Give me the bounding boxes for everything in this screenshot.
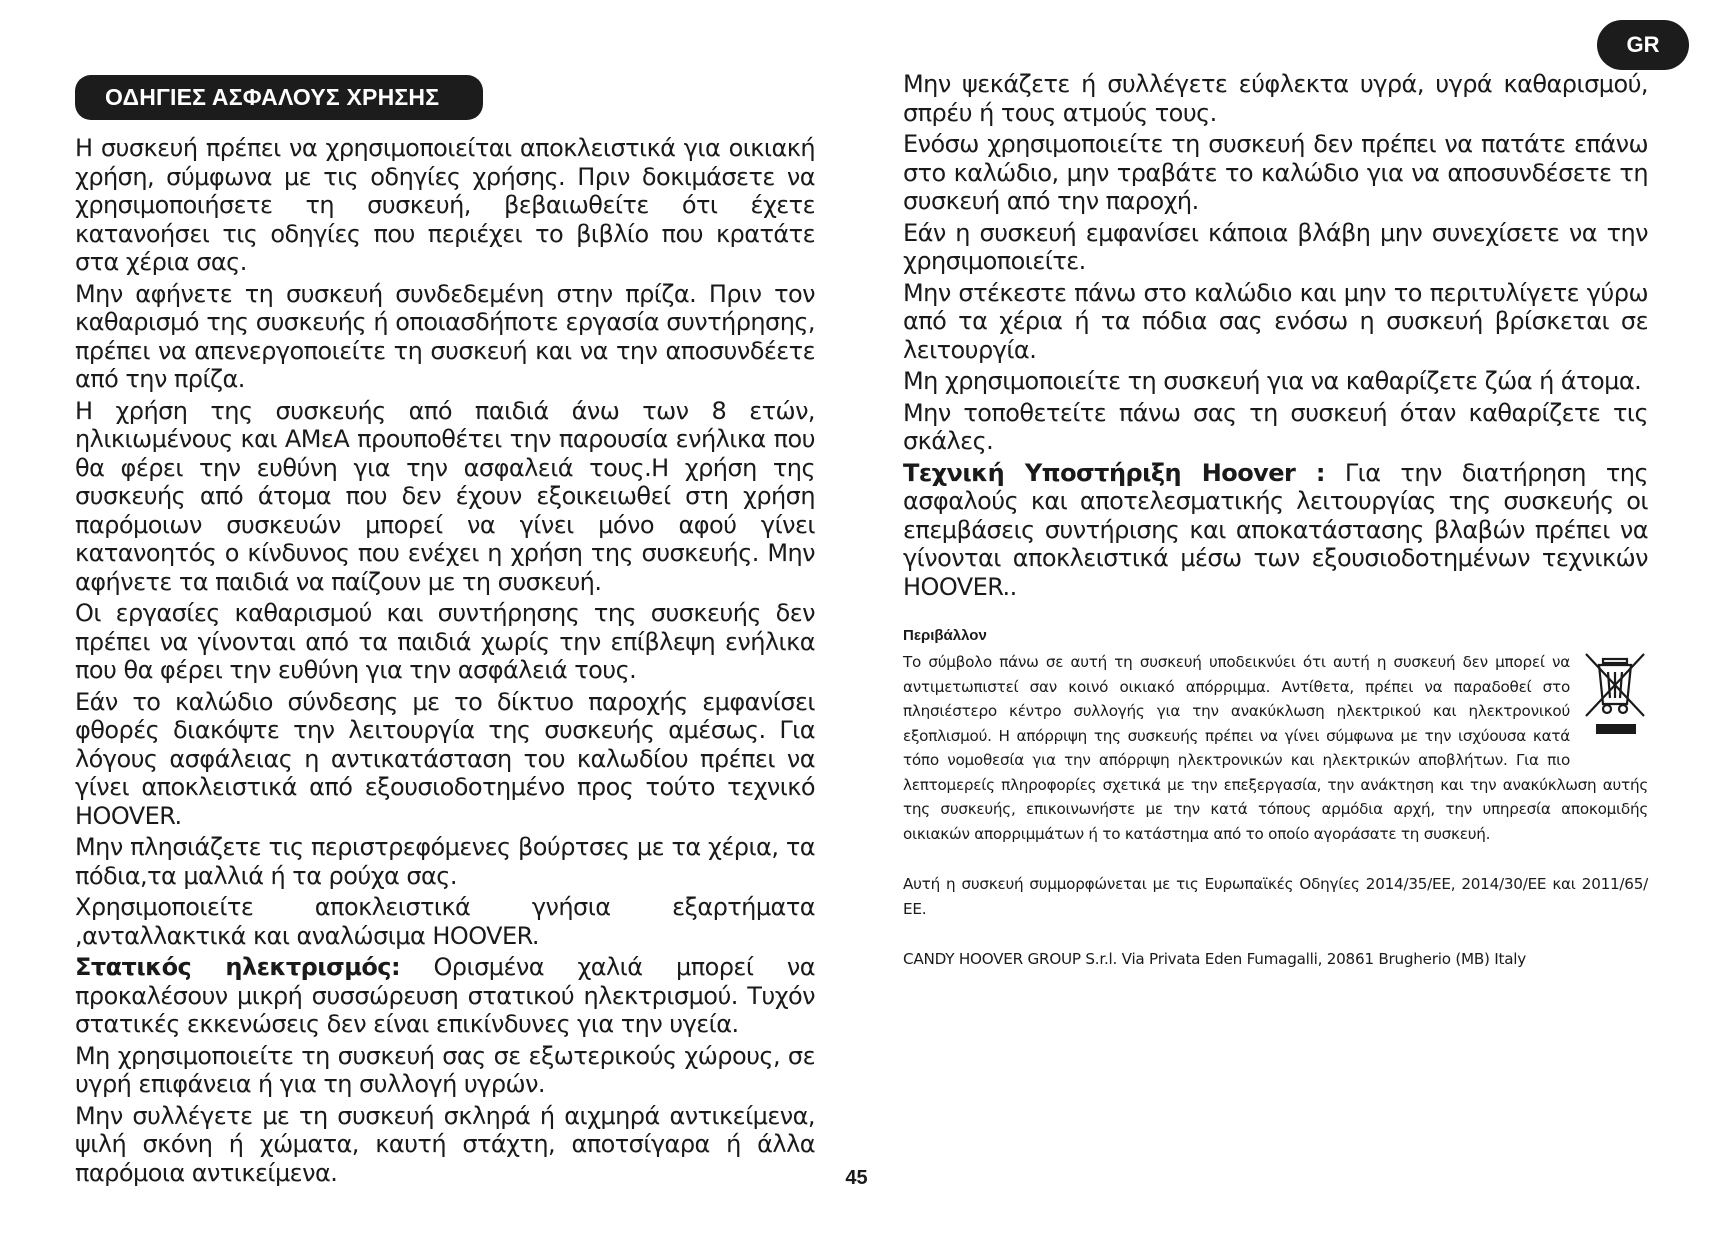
technical-support-label: Τεχνική Υποστήριξη Hoover :: [903, 458, 1325, 487]
section-title: ΟΔΗΓΙΕΣ ΑΣΦΑΛΟΥΣ ΧΡΗΣΗΣ: [75, 75, 483, 120]
paragraph: Εάν η συσκευή εμφανίσει κάποια βλάβη μην συνεχίσετε να την χρησιμοποιείτε.: [903, 218, 1648, 275]
paragraph: Χρησιμοποιείτε αποκλειστικά γνήσια εξαρτήματα ,ανταλλακτικά και αναλώσιμα HOOVER.: [75, 893, 815, 950]
environment-section: [903, 650, 1648, 846]
paragraph: Μην ψεκάζετε ή συλλέγετε εύφλεκτα υγρά, υγρά καθαρισμού, σπρέυ ή τους ατμούς τους.: [903, 70, 1648, 127]
paragraph: Η χρήση της συσκευής από παιδιά άνω των 8 ετών, ηλικιωμένους και ΑΜεΑ προυποθέτει την παρουσία ενήλικα που θα φέρει την ευθύνη για την ασφαλειά τους.Η χρήση της συσκευής από άτομα που δεν έχουν εξοικειωθεί στη χρήση παρόμοιων συσκευών μπορεί να γίνει μόνο αφού γίνει κατανοητός ο κίνδυνος που ενέχει η χρήση της συσκευής. Μην αφήνετε τα παιδιά να παίζουν με τη συσκευή.: [75, 396, 815, 596]
paragraph: Ενόσω χρησιμοποιείτε τη συσκευή δεν πρέπει να πατάτε επάνω στο καλώδιο, μην τραβάτε το καλώδιο για να αποσυνδέσετε τη συσκευή από την παροχή.: [903, 130, 1648, 215]
technical-support-text: Για την διατήρηση της ασφαλούς και αποτελεσματικής λειτουργίας της συσκευής οι επεμβάσεις συντήρισης και αποκατάστασης βλαβών πρέπει να γίνονται αποκλειστικά μέσω των εξουσιοδοτημένων τεχνικών HOOVER..: [903, 458, 1648, 601]
paragraph: Μην πλησιάζετε τις περιστρεφόμενες βούρτσες με τα χέρια, τα πόδια,τα μαλλιά ή τα ρούχα σας.: [75, 833, 815, 890]
paragraph: Μην τοποθετείτε πάνω σας τη συσκευή όταν καθαρίζετε τις σκάλες.: [903, 398, 1648, 455]
static-electricity-paragraph: [75, 953, 815, 1039]
paragraph: Μην στέκεστε πάνω στο καλώδιο και μην το περιτυλίγετε γύρω από τα χέρια ή τα πόδια σας ενόσω η συσκευή βρίσκεται σε λειτουργία.: [903, 278, 1648, 364]
compliance-statement: Αυτή η συσκευή συμμορφώνεται με τις Ευρωπαϊκές Οδηγίες 2014/35/ΕΕ, 2014/30/ΕΕ και 2011/65/ΕΕ.: [903, 875, 1648, 918]
paragraph: Μη χρησιμοποιείτε τη συσκευή για να καθαρίζετε ζώα ή άτομα.: [903, 367, 1642, 395]
crossed-bin-icon: [1582, 650, 1648, 750]
static-electricity-label: Στατικός ηλεκτρισμός:: [75, 953, 401, 981]
paragraph: Μην συλλέγετε με τη συσκευή σκληρά ή αιχμηρά αντικείμενα, ψιλή σκόνη ή χώματα, καυτή στάχτη, αποτσίγαρα ή άλλα παρόμοια αντικείμενα.: [75, 1101, 815, 1187]
environment-text: Το σύμβολο πάνω σε αυτή τη συσκευή υποδεικνύει ότι αυτή η συσκευή δεν μπορεί να αντιμετωπιστεί σαν κοινό οικιακό απόρριμμα. Αντίθετα, πρέπει να παραδοθεί στο πλησιέστερο κέντρο συλλογής για την ανακύκλωση ηλεκτρικού και ηλεκτρονικού εξοπλισμού. Η απόρριψη της συσκευής πρέπει να γίνει σύμφωνα με την ισχύουσα κατά τόπο νομοθεσία για την απόρριψη ηλεκτρονικών και ηλεκτρικών αποβλήτων. Για πιο λεπτομερείς πληροφορίες σχετικά με την επεξεργασία, την ανάκτηση και την ανακύκλωση αυτής της συσκευής, επικοινωνήστε με την κατά τόπους αρμόδια αρχή, την υπηρεσία αποκομιδής οικιακών απορριμμάτων ή το κατάστημα από το οποίο αγοράσατε τη συσκευή.: [903, 653, 1648, 843]
paragraph: Εάν το καλώδιο σύνδεσης με το δίκτυο παροχής εμφανίσει φθορές διακόψτε την λειτουργία της συσκευής αμέσως. Για λόγους ασφάλειας η αντικατάσταση του καλωδίου πρέπει να γίνει αποκλειστικά από εξουσιοδοτημένο προς τούτο τεχνικό HOOVER.: [75, 687, 815, 830]
paragraph: Η συσκευή πρέπει να χρησιμοποιείται αποκλειστικά για οικιακή χρήση, σύμφωνα με τις οδηγίες χρήσης. Πριν δοκιμάσετε να χρησιμοποιήσετε τη συσκευή, βεβαιωθείτε ότι έχετε κατανοήσει τις οδηγίες που περιέχει το βιβλίο που κρατάτε στα χέρια σας.: [75, 134, 815, 276]
paragraph: Οι εργασίες καθαρισμού και συντήρησης της συσκευής δεν πρέπει να γίνονται από τα παιδιά χωρίς την επίβλεψη ενήλικα που θα φέρει την ευθύνη για την ασφάλειά τους.: [75, 599, 815, 684]
language-tab: GR: [1597, 20, 1689, 70]
technical-support-paragraph: [903, 459, 1648, 602]
right-column: [903, 70, 1648, 972]
paragraph: Μην αφήνετε τη συσκευή συνδεδεμένη στην πρίζα. Πριν τον καθαρισμό της συσκευής ή οποιασδήποτε εργασία συντήρησης, πρέπει να απενεργοποιείτε τη συσκευή και να την αποσυνδέετε από την πρίζα.: [75, 279, 815, 393]
left-column: [75, 75, 815, 1190]
static-electricity-text: Ορισμένα χαλιά μπορεί να προκαλέσουν μικρή συσσώρευση στατικού ηλεκτρισμού. Τυχόν στατικές εκκενώσεις δεν είναι επικίνδυνες για την υγεία.: [75, 953, 815, 1038]
environment-title: Περιβάλλον: [903, 627, 987, 644]
page-number: 45: [845, 1167, 868, 1189]
paragraph: Μη χρησιμοποιείτε τη συσκευή σας σε εξωτερικούς χώρους, σε υγρή επιφάνεια ή για τη συλλογή υγρών.: [75, 1041, 815, 1098]
company-address: CANDY HOOVER GROUP S.r.l. Via Privata Eden Fumagalli, 20861 Brugherio (MB) Italy: [903, 950, 1526, 968]
